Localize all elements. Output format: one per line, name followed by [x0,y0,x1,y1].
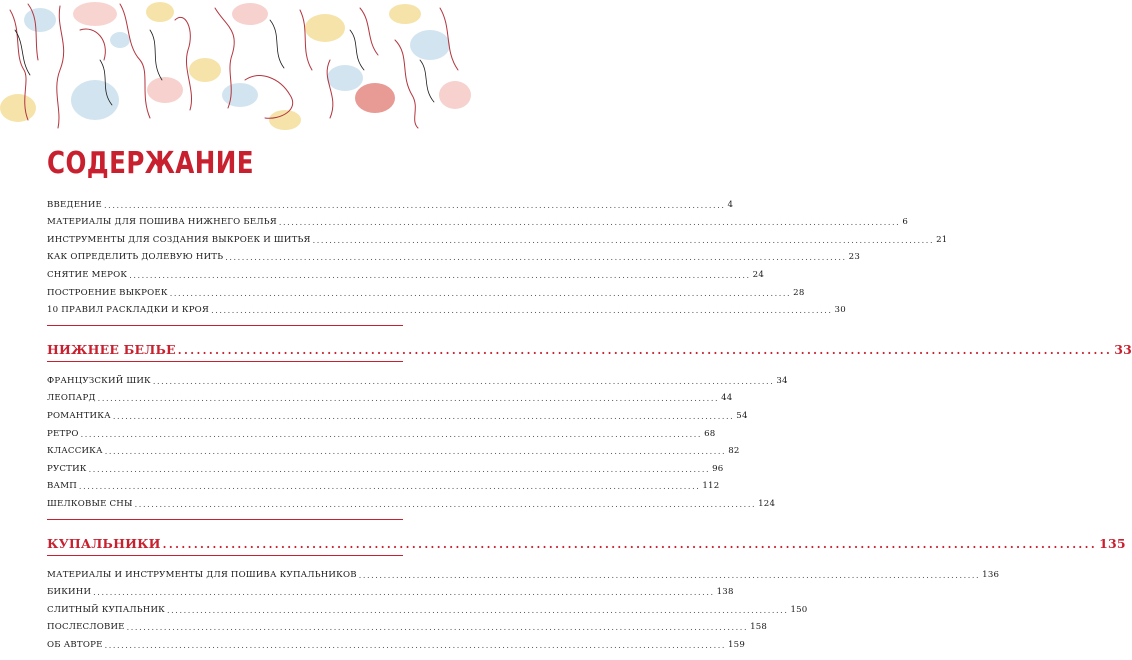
toc-entry-page: 68 [704,428,716,439]
toc-leader-dots [163,538,1097,551]
toc-entry-page: 124 [758,498,776,509]
toc-leader-dots [93,588,714,597]
toc-entry[interactable] [47,368,788,386]
toc-entry-page: 158 [750,622,768,633]
toc-leader-dots [79,482,700,491]
figure-line-art-icon [0,0,470,130]
toc-leader-dots [313,236,934,245]
section-divider [47,361,403,362]
toc-entry-label: ЛЕОПАРД [47,393,96,404]
toc-section-title: НИЖНЕЕ БЕЛЬЕ [47,342,176,358]
toc-leader-dots [89,465,710,474]
toc-entry-page: 30 [834,305,846,316]
table-of-contents [47,192,1132,660]
toc-section-lingerie [47,325,1132,509]
toc-entry-page: 28 [793,287,805,298]
toc-leader-dots [105,641,726,650]
toc-entry[interactable] [47,580,734,598]
toc-leader-dots [211,306,832,315]
toc-entry-page: 136 [982,569,1000,580]
toc-leader-dots [98,394,719,403]
toc-leader-dots [359,571,980,580]
toc-section-page: 135 [1099,535,1126,551]
toc-entry-label: ФРАНЦУЗСКИЙ ШИК [47,375,151,386]
toc-entry-label: ОБ АВТОРЕ [47,639,103,650]
toc-entry-page: 150 [790,604,808,615]
toc-entry[interactable] [47,262,764,280]
toc-entry[interactable] [47,280,805,298]
toc-entry-label: МАТЕРИАЛЫ И ИНСТРУМЕНТЫ ДЛЯ ПОШИВА КУПАЛЬНИКОВ [47,569,357,580]
toc-leader-dots [170,289,791,298]
toc-entry-page: 159 [728,639,746,650]
toc-entry[interactable] [47,245,861,263]
toc-leader-dots [178,344,1112,357]
toc-entry-label: МАТЕРИАЛЫ ДЛЯ ПОШИВА НИЖНЕГО БЕЛЬЯ [47,217,277,228]
toc-entry-page: 82 [728,446,740,457]
toc-entry-label: ИНСТРУМЕНТЫ ДЛЯ СОЗДАНИЯ ВЫКРОЕК И ШИТЬЯ [47,234,311,245]
toc-entry-label: ВАМП [47,481,77,492]
toc-entry-label: ПОСТРОЕНИЕ ВЫКРОЕК [47,287,168,298]
toc-entry-label: РОМАНТИКА [47,410,111,421]
toc-entry-page: 6 [902,217,908,228]
toc-entry[interactable] [47,192,734,210]
toc-entry[interactable] [47,386,733,404]
toc-entry-label: ШЕЛКОВЫЕ СНЫ [47,498,133,509]
toc-section-heading[interactable] [47,335,1132,358]
toc-entry-page: 44 [721,393,733,404]
toc-entry-page: 34 [776,375,788,386]
toc-leader-dots [279,218,900,227]
toc-entry-label: 10 ПРАВИЛ РАСКЛАДКИ И КРОЯ [47,305,210,316]
toc-entry[interactable] [47,298,846,316]
page-title: СОДЕРЖАНИЕ [47,146,254,181]
toc-entry-page: 21 [936,234,948,245]
toc-leader-dots [153,377,774,386]
toc-entry-label: СНЯТИЕ МЕРОК [47,269,128,280]
toc-entry-label: РЕТРО [47,428,79,439]
toc-entry[interactable] [47,210,908,228]
section-divider [47,555,403,556]
toc-leader-dots [225,253,846,262]
toc-entry-label: БИКИНИ [47,587,92,598]
toc-entry-label: КАК ОПРЕДЕЛИТЬ ДОЛЕВУЮ НИТЬ [47,252,224,263]
toc-entry[interactable] [47,403,748,421]
toc-entry-page: 54 [736,410,748,421]
toc-entry-page: 96 [712,463,724,474]
toc-entry[interactable] [47,456,724,474]
toc-entry[interactable] [47,597,808,615]
toc-leader-dots [81,430,702,439]
toc-section-page: 33 [1114,342,1132,358]
toc-entry[interactable] [47,227,948,245]
toc-entry-page: 23 [848,252,861,263]
toc-leader-dots [129,271,750,280]
toc-leader-dots [135,500,756,509]
toc-entry[interactable] [47,421,716,439]
toc-leader-dots [167,606,788,615]
toc-entry-label: ВВЕДЕНИЕ [47,199,103,210]
header-illustration [0,0,470,130]
toc-leader-dots [104,201,725,210]
toc-entry[interactable] [47,439,740,457]
toc-entry-page: 112 [702,481,720,492]
toc-section-title: КУПАЛЬНИКИ [47,535,161,551]
toc-leader-dots [127,623,748,632]
toc-leader-dots [113,412,734,421]
toc-entry[interactable] [47,491,776,509]
toc-section-swimwear [47,519,1126,650]
toc-intro-group [47,192,948,316]
toc-section-heading[interactable] [47,529,1126,551]
toc-entry[interactable] [47,615,768,633]
toc-entry-label: КЛАССИКА [47,446,103,457]
toc-entry-page: 4 [727,199,734,210]
toc-entry-page: 24 [752,269,764,280]
toc-entry-label: СЛИТНЫЙ КУПАЛЬНИК [47,604,166,615]
toc-entry-page: 138 [716,587,734,598]
toc-entry[interactable] [47,474,720,492]
toc-entry-label: ПОСЛЕСЛОВИЕ [47,622,125,633]
toc-entry[interactable] [47,562,1000,580]
toc-entry-label: РУСТИК [47,463,87,474]
toc-leader-dots [105,447,726,456]
toc-entry[interactable] [47,632,746,650]
